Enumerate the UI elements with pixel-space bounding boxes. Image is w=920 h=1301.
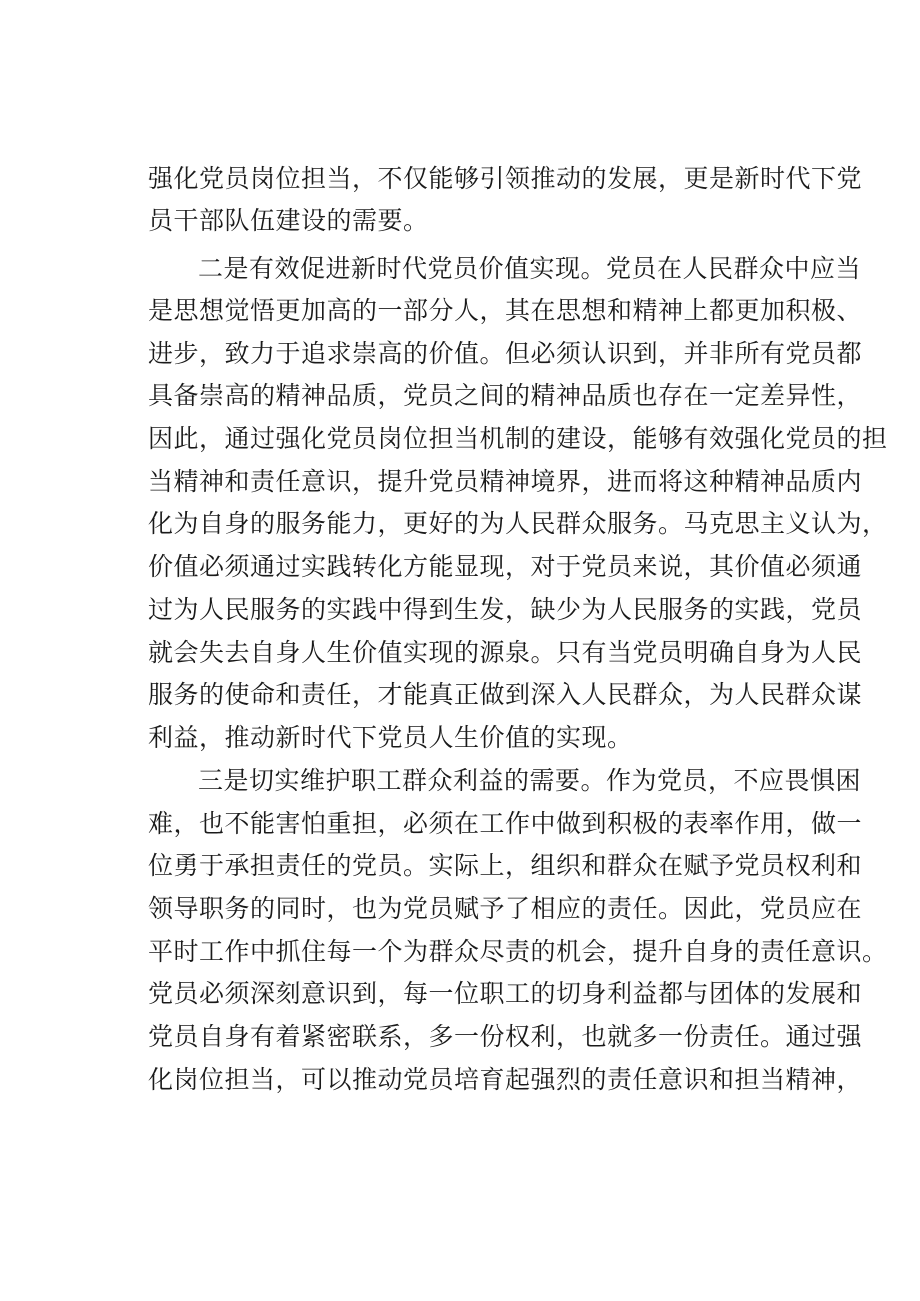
body-text-line: 具备崇高的精神品质，党员之间的精神品质也存在一定差异性， (148, 381, 863, 410)
body-text-line: 化岗位担当，可以推动党员培育起强烈的责任意识和担当精神， (148, 1065, 863, 1094)
body-text-line: 化为自身的服务能力，更好的为人民群众服务。马克思主义认为， (148, 509, 888, 538)
body-text-line: 服务的使命和责任，才能真正做到深入人民群众，为人民群众谋 (148, 680, 863, 709)
body-text-line: 利益，推动新时代下党员人生价值的实现。 (148, 723, 633, 752)
body-text-line: 领导职务的同时，也为党员赋予了相应的责任。因此，党员应在 (148, 894, 863, 923)
body-text-line: 进步，致力于追求崇高的价值。但必须认识到，并非所有党员都 (148, 339, 863, 368)
body-text-line: 价值必须通过实践转化方能显现，对于党员来说，其价值必须通 (148, 552, 863, 581)
body-text-line: 党员必须深刻意识到，每一位职工的切身利益都与团体的发展和 (148, 979, 863, 1008)
paragraph-first-line: 三是切实维护职工群众利益的需要。作为党员，不应畏惧困 (198, 766, 862, 795)
body-text-line: 过为人民服务的实践中得到生发，缺少为人民服务的实践，党员 (148, 595, 863, 624)
body-text-line: 位勇于承担责任的党员。实际上，组织和群众在赋予党员权利和 (148, 851, 863, 880)
body-text-line: 平时工作中抓住每一个为群众尽责的机会，提升自身的责任意识。 (148, 937, 888, 966)
body-text-line: 强化党员岗位担当，不仅能够引领推动的发展，更是新时代下党 (148, 164, 863, 193)
body-text-line: 就会失去自身人生价值实现的源泉。只有当党员明确自身为人民 (148, 638, 863, 667)
paragraph-first-line: 二是有效促进新时代党员价值实现。党员在人民群众中应当 (198, 254, 862, 283)
body-text-line: 是思想觉悟更加高的一部分人，其在思想和精神上都更加积极、 (148, 296, 863, 325)
body-text-line: 员干部队伍建设的需要。 (148, 206, 429, 235)
body-text-line: 党员自身有着紧密联系，多一份权利，也就多一份责任。通过强 (148, 1022, 863, 1051)
body-text-line: 当精神和责任意识，提升党员精神境界，进而将这种精神品质内 (148, 467, 863, 496)
body-text-line: 因此，通过强化党员岗位担当机制的建设，能够有效强化党员的担 (148, 424, 888, 453)
body-text-line: 难，也不能害怕重担，必须在工作中做到积极的表率作用，做一 (148, 809, 863, 838)
